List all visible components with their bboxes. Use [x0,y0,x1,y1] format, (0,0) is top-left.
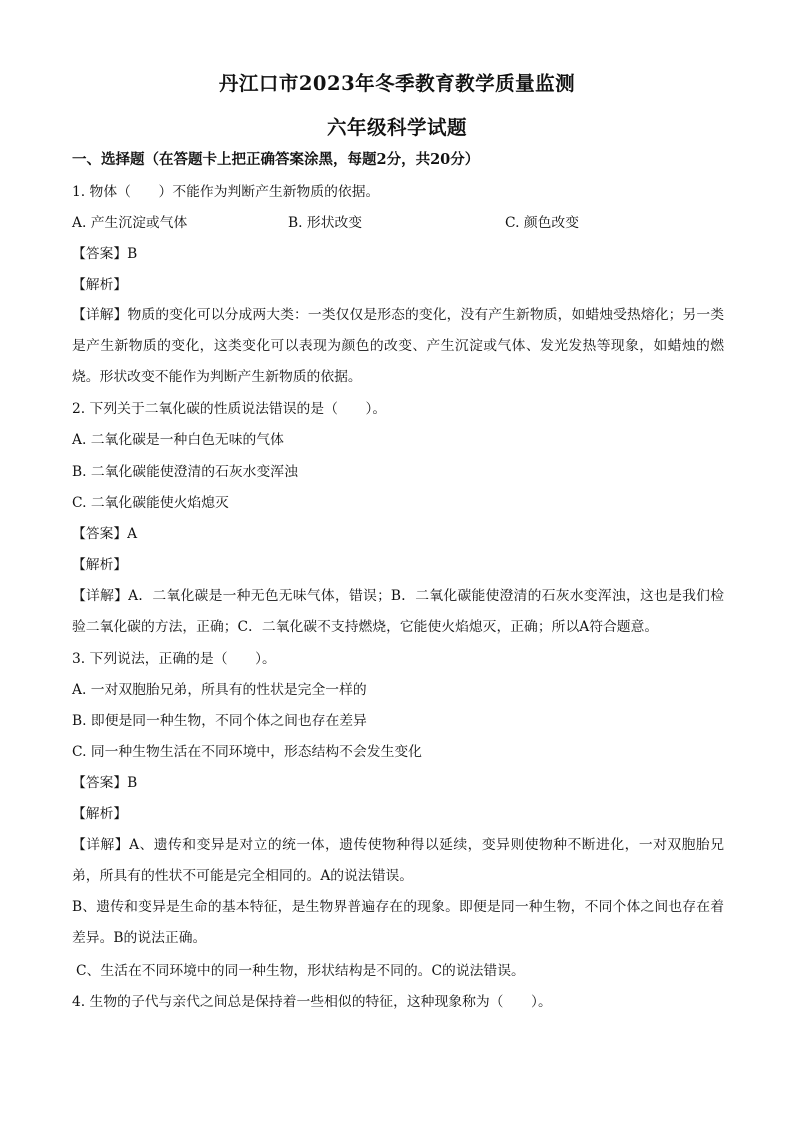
question-3-option-a: A. 一对双胞胎兄弟，所具有的性状是完全一样的 [72,682,367,698]
question-2-option-a: A. 二氧化碳是一种白色无味的气体 [72,432,284,448]
question-4-stem: 4. 生物的子代与亲代之间总是保持着一些相似的特征，这种现象称为（ ）。 [72,994,552,1010]
question-1-option-c: C. 颜色改变 [505,215,580,231]
question-3-detail-c: C、生活在不同环境中的同一种生物，形状结构是不同的。C的说法错误。 [76,963,525,979]
question-2-analysis: 【解析】 [72,557,128,573]
question-3-stem: 3. 下列说法，正确的是（ ）。 [72,651,276,667]
question-2-detail: 【详解】A．二氧化碳是一种无色无味气体，错误；B．二氧化碳能使澄清的石灰水变浑浊，这也是我们检验二氧化碳的方法，正确；C．二氧化碳不支持燃烧，它能使火焰熄灭，正确；所以A符合题意。 [72,588,724,635]
question-1-option-b: B. 形状改变 [288,215,363,231]
question-1-answer: 【答案】B [72,246,138,262]
question-3-analysis: 【解析】 [72,806,128,822]
question-3-detail-b: B、遗传和变异是生命的基本特征，是生物界普遍存在的现象。即便是同一种生物，不同个体之间也存在着差异。B的说法正确。 [72,899,724,946]
document-title: 丹江口市2023年冬季教育教学质量监测 [218,72,576,95]
document-subtitle: 六年级科学试题 [326,116,467,139]
question-3-answer: 【答案】B [72,775,138,791]
question-3-option-c: C. 同一种生物生活在不同环境中，形态结构不会发生变化 [72,744,422,760]
question-2-answer: 【答案】A [72,526,138,542]
question-2-stem: 2. 下列关于二氧化碳的性质说法错误的是（ ）。 [72,401,387,417]
section-heading: 一、选择题（在答题卡上把正确答案涂黑，每题2分，共20分） [72,151,480,168]
question-1-stem: 1. 物体（ ）不能作为判断产生新物质的依据。 [72,184,380,200]
question-3-detail-a: 【详解】A、遗传和变异是对立的统一体，遗传使物种得以延续，变异则使物种不断进化，一对双胞胎兄弟，所具有的性状不可能是完全相同的。A的说法错误。 [72,837,724,884]
question-1-detail: 【详解】物质的变化可以分成两大类：一类仅仅是形态的变化，没有产生新物质，如蜡烛受热熔化；另一类是产生新物质的变化，这类变化可以表现为颜色的改变、产生沉淀或气体、发光发热等现象，如蜡烛的燃烧。形状改变不能作为判断产生新物质的依据。 [72,307,724,385]
question-3-option-b: B. 即便是同一种生物，不同个体之间也存在差异 [72,713,367,729]
question-2-option-b: B. 二氧化碳能使澄清的石灰水变浑浊 [72,464,298,480]
question-1-option-a: A. 产生沉淀或气体 [72,215,188,231]
question-2-option-c: C. 二氧化碳能使火焰熄灭 [72,495,229,511]
question-1-analysis: 【解析】 [72,277,128,293]
